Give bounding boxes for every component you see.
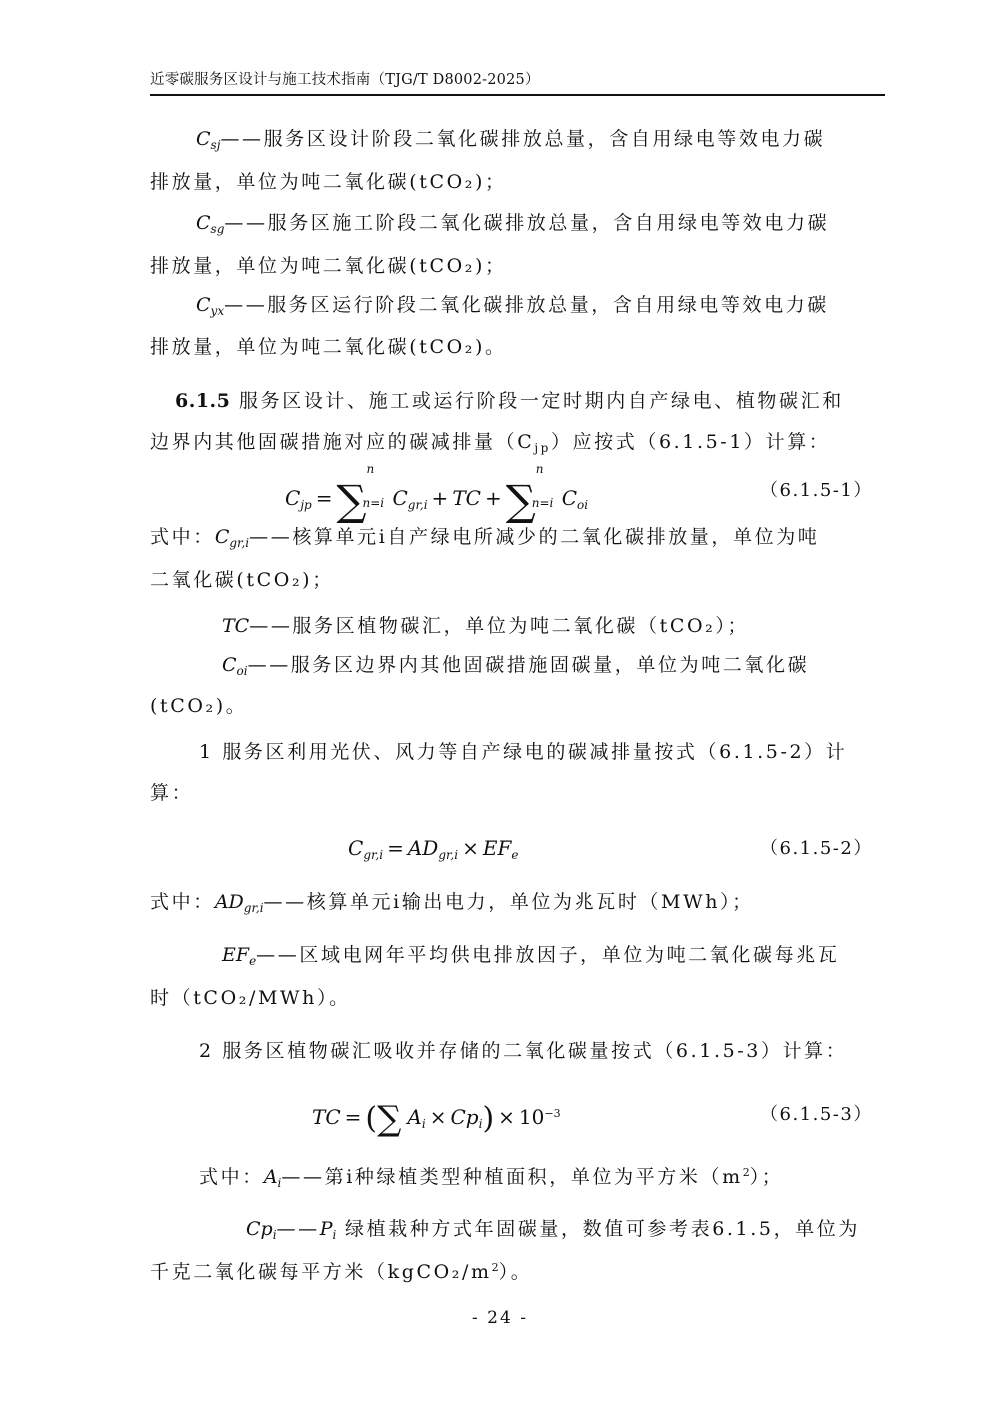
item1-line1: 1 服务区利用光伏、风力等自产绿电的碳减排量按式（6.1.5-2）计	[199, 741, 848, 763]
where-ef-line2: 时（tCO₂/MWh）。	[150, 987, 351, 1009]
equation-615-3: TC = (∑ $A_i \times Cp_i) \times 10^{-3}$	[312, 1099, 561, 1139]
symbol-csg: $C_{sg}$	[196, 212, 225, 236]
where-cgr-line1: 式中：$C_{gr,i}——$核算单元i自产绿电所减少的二氧化碳排放量，单位为吨	[150, 526, 820, 550]
where-coi-line2: (tCO₂)。	[150, 695, 248, 717]
where-cgr-line2: 二氧化碳(tCO₂)；	[150, 569, 334, 591]
symbol-cyx: $C_{yx}$	[196, 294, 225, 318]
where-ef-line1: $EF_e——$区域电网年平均供电排放因子，单位为吨二氧化碳每兆瓦	[222, 944, 840, 968]
symbol-csj: $C_{sj}$	[196, 128, 221, 152]
equation-number-615-2: （6.1.5-2）	[760, 838, 873, 859]
running-header: 近零碳服务区设计与施工技术指南（TJG/T D8002-2025）	[150, 72, 540, 88]
clause-number: 6.1.5	[175, 390, 231, 412]
where-cp-line2: 千克二氧化碳每平方米$(kgCO_2/m^2)$。	[150, 1261, 533, 1283]
equation-615-2: $C_{gr,i} = AD_{gr,i} \times EF_e$	[348, 836, 519, 862]
def-cyx-line1: $C_{yx}——$服务区运行阶段二氧化碳排放总量，含自用绿电等效电力碳	[196, 294, 829, 318]
clause-615-line2: 边界内其他固碳措施对应的碳减排量$(C_{jp})$应按式（6.1.5-1）计算：	[150, 431, 831, 455]
def-csj-line2: 排放量，单位为吨二氧化碳(tCO₂)；	[150, 171, 507, 193]
header-rule	[150, 94, 885, 96]
def-csg-line2: 排放量，单位为吨二氧化碳(tCO₂)；	[150, 255, 507, 277]
equation-615-1: $C_{jp}$ =∑ n n=i $C_{gr,i}$ + TC +∑ n n=i $C_{oi}$	[285, 462, 589, 525]
where-coi-line1: $C_{oi}——$服务区边界内其他固碳措施固碳量，单位为吨二氧化碳	[222, 654, 810, 678]
where-cp-line1: $Cp_i——P_i$ 绿植栽种方式年固碳量，数值可参考表6.1.5，单位为	[246, 1218, 860, 1242]
clause-615-line1: 6.1.5 服务区设计、施工或运行阶段一定时期内自产绿电、植物碳汇和	[175, 390, 844, 412]
def-cyx-line2: 排放量，单位为吨二氧化碳(tCO₂)。	[150, 336, 507, 358]
where-tc-line: TC——服务区植物碳汇，单位为吨二氧化碳（tCO₂）；	[222, 615, 750, 637]
equation-number-615-3: （6.1.5-3）	[760, 1104, 873, 1125]
def-csg-line1: $C_{sg}——$服务区施工阶段二氧化碳排放总量，含自用绿电等效电力碳	[196, 212, 830, 236]
item1-line2: 算：	[150, 782, 194, 804]
page-number: - 24 -	[472, 1308, 528, 1328]
where-a-line: 式中：$A_i——$第i种绿植类型种植面积，单位为平方米$(m^2)$；	[199, 1166, 784, 1190]
where-ad-line: 式中：$AD_{gr,i}——$核算单元i输出电力，单位为兆瓦时（MWh）；	[150, 891, 754, 915]
def-csj-line1: $C_{sj}——$服务区设计阶段二氧化碳排放总量，含自用绿电等效电力碳	[196, 128, 826, 152]
item2-line1: 2 服务区植物碳汇吸收并存储的二氧化碳量按式（6.1.5-3）计算：	[199, 1040, 848, 1062]
equation-number-615-1: （6.1.5-1）	[760, 480, 873, 501]
